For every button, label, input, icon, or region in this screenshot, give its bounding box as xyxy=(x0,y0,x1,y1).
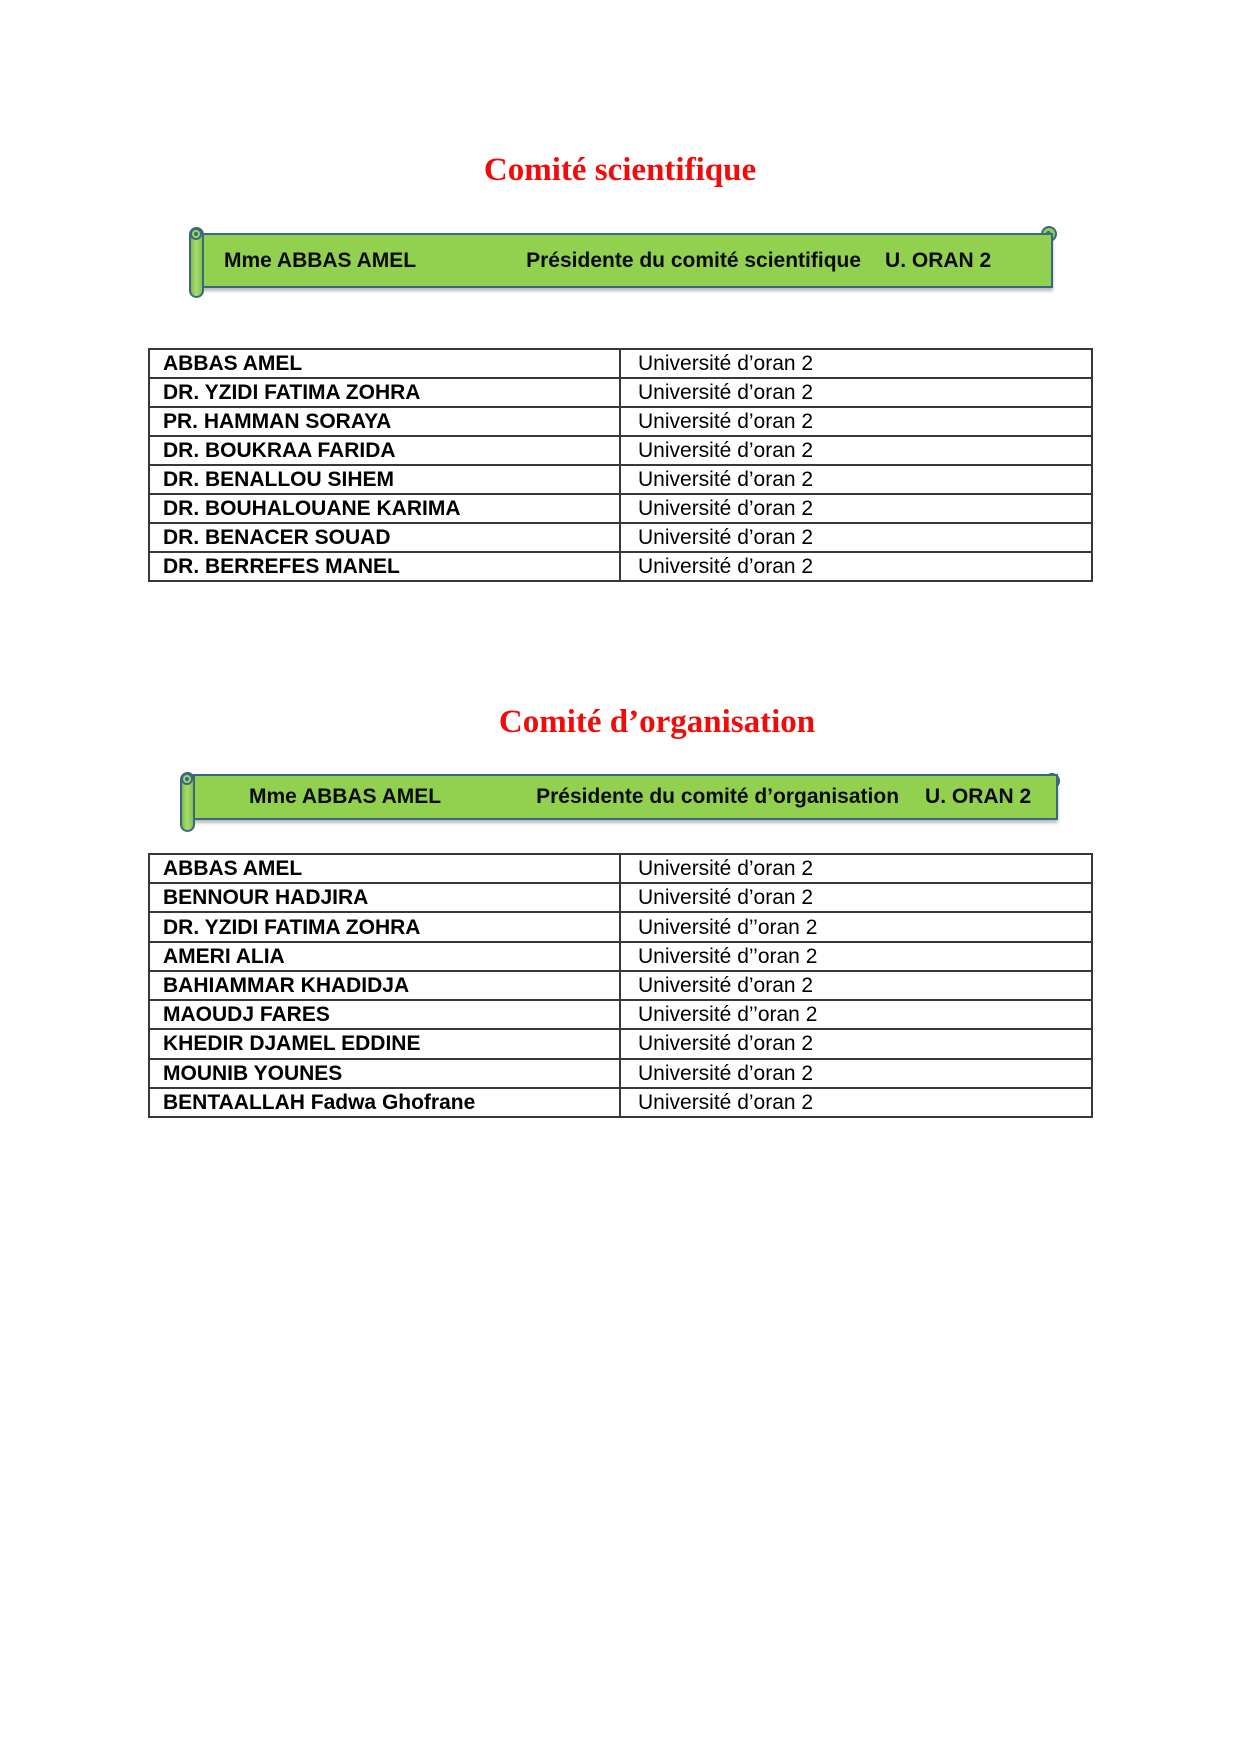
scroll-roll-cap-icon xyxy=(190,228,202,240)
member-name-cell: KHEDIR DJAMEL EDDINE xyxy=(150,1030,621,1057)
member-name-cell: AMERI ALIA xyxy=(150,943,621,970)
table-row xyxy=(150,350,1091,377)
table-row xyxy=(150,999,1091,1028)
member-name-cell: BENTAALLAH Fadwa Ghofrane xyxy=(150,1089,621,1116)
member-affiliation-cell: Université d’oran 2 xyxy=(638,497,814,520)
table-row xyxy=(150,855,1091,882)
table-row xyxy=(150,941,1091,970)
table-row xyxy=(150,464,1091,493)
member-affiliation-cell: Université d’oran 2 xyxy=(638,555,814,578)
table-row xyxy=(150,522,1091,551)
table-row xyxy=(150,1028,1091,1057)
member-name-cell: DR. BERREFES MANEL xyxy=(150,553,621,580)
committee-table-scientifique xyxy=(148,348,1093,582)
member-affiliation-cell: Université d’oran 2 xyxy=(638,468,814,491)
member-affiliation-cell: Université d’oran 2 xyxy=(638,973,814,997)
section-title-scientifique: Comité scientifique xyxy=(483,152,757,188)
table-row xyxy=(150,406,1091,435)
member-affiliation-cell: Université d’oran 2 xyxy=(638,381,814,404)
banner-president-role: Présidente du comité scientifique xyxy=(526,248,862,272)
table-row xyxy=(150,970,1091,999)
committee-table-organisation xyxy=(148,853,1093,1118)
banner-body xyxy=(202,233,1053,288)
member-name-cell: DR. BOUKRAA FARIDA xyxy=(150,437,621,464)
member-name-cell: PR. HAMMAN SORAYA xyxy=(150,408,621,435)
member-name-cell: ABBAS AMEL xyxy=(150,350,621,377)
member-name-cell: DR. BENALLOU SIHEM xyxy=(150,466,621,493)
member-affiliation-cell: Université d’oran 2 xyxy=(638,857,814,881)
member-name-cell: MAOUDJ FARES xyxy=(150,1001,621,1028)
scroll-roll-cap-icon xyxy=(181,773,193,785)
member-name-cell: DR. BENACER SOUAD xyxy=(150,524,621,551)
banner-president-name: Mme ABBAS AMEL xyxy=(249,785,442,808)
member-affiliation-cell: Université d’oran 2 xyxy=(638,886,814,910)
member-affiliation-cell: Université d’’oran 2 xyxy=(638,1003,818,1027)
section-title-organisation: Comité d’organisation xyxy=(498,704,816,740)
member-name-cell: DR. YZIDI FATIMA ZOHRA xyxy=(150,913,621,940)
member-name-cell: MOUNIB YOUNES xyxy=(150,1060,621,1087)
member-affiliation-cell: Université d’’oran 2 xyxy=(638,944,818,968)
member-affiliation-cell: Université d’oran 2 xyxy=(638,1061,814,1085)
table-row xyxy=(150,377,1091,406)
banner-university: U. ORAN 2 xyxy=(925,785,1032,808)
table-row xyxy=(150,911,1091,940)
member-affiliation-cell: Université d’oran 2 xyxy=(638,410,814,433)
scroll-banner-scientifique xyxy=(188,225,1072,305)
scroll-banner-organisation xyxy=(179,766,1079,838)
table-row xyxy=(150,1058,1091,1087)
member-affiliation-cell: Université d’oran 2 xyxy=(638,439,814,462)
banner-president-name: Mme ABBAS AMEL xyxy=(224,248,417,272)
member-name-cell: DR. YZIDI FATIMA ZOHRA xyxy=(150,379,621,406)
banner-university: U. ORAN 2 xyxy=(885,248,992,272)
member-name-cell: ABBAS AMEL xyxy=(150,855,621,882)
member-name-cell: BENNOUR HADJIRA xyxy=(150,884,621,911)
banner-president-role: Présidente du comité d’organisation xyxy=(536,785,900,808)
table-row xyxy=(150,493,1091,522)
table-row xyxy=(150,551,1091,580)
banner-body xyxy=(193,774,1058,820)
member-affiliation-cell: Université d’oran 2 xyxy=(638,526,814,549)
member-affiliation-cell: Université d’’oran 2 xyxy=(638,915,818,939)
table-row xyxy=(150,882,1091,911)
member-affiliation-cell: Université d’oran 2 xyxy=(638,352,814,375)
member-affiliation-cell: Université d’oran 2 xyxy=(638,1032,814,1056)
member-name-cell: DR. BOUHALOUANE KARIMA xyxy=(150,495,621,522)
member-affiliation-cell: Université d’oran 2 xyxy=(638,1090,814,1114)
table-row xyxy=(150,435,1091,464)
member-name-cell: BAHIAMMAR KHADIDJA xyxy=(150,972,621,999)
table-row xyxy=(150,1087,1091,1116)
